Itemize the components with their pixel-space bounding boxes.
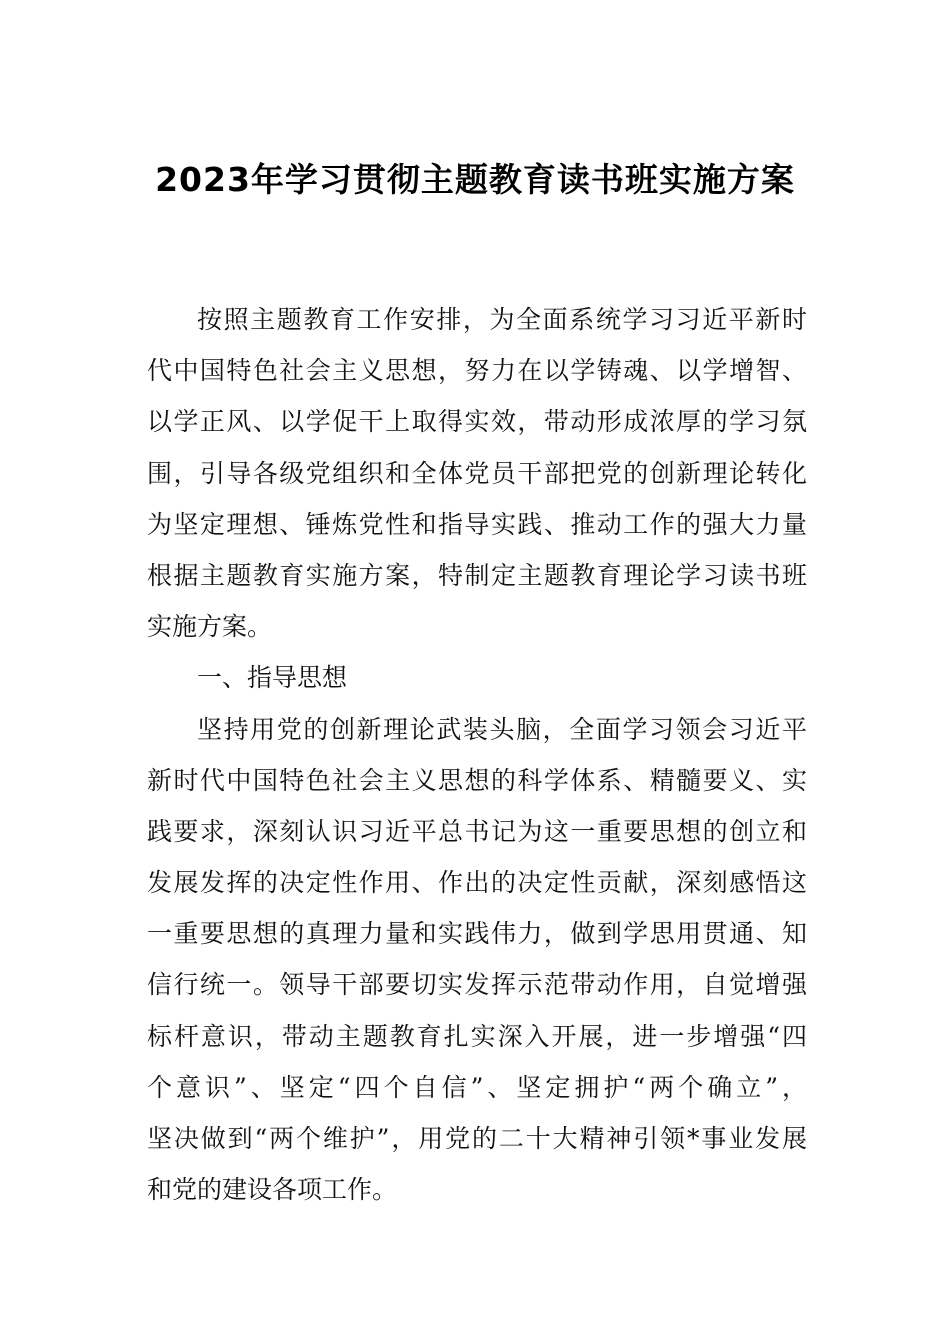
paragraph-2-line-3: 践要求，深刻认识习近平总书记为这一重要思想的创立和 [147, 816, 807, 846]
paragraph-1-line-5: 为坚定理想、锤炼党性和指导实践、推动工作的强大力量 [147, 509, 807, 539]
paragraph-1-line-1: 按照主题教育工作安排，为全面系统学习习近平新时 [197, 305, 807, 334]
paragraph-1-line-6: 根据主题教育实施方案，特制定主题教育理论学习读书班 [147, 560, 807, 590]
paragraph-2-line-9: 坚决做到“两个维护”，用党的二十大精神引领*事业发展 [147, 1124, 807, 1153]
paragraph-2-line-1: 坚持用党的创新理论武装头脑，全面学习领会习近平 [197, 714, 807, 744]
paragraph-2-line-5: 一重要思想的真理力量和实践伟力，做到学思用贯通、知 [147, 919, 807, 949]
paragraph-1-line-7: 实施方案。 [147, 612, 273, 642]
document-title: 2023年学习贯彻主题教育读书班实施方案 [155, 160, 795, 199]
paragraph-1-line-3: 以学正风、以学促干上取得实效，带动形成浓厚的学习氛 [147, 407, 807, 437]
paragraph-1-line-4: 围，引导各级党组织和全体党员干部把党的创新理论转化 [147, 458, 807, 488]
paragraph-2-line-2: 新时代中国特色社会主义思想的科学体系、精髓要义、实 [147, 765, 807, 795]
paragraph-2-line-7: 标杆意识，带动主题教育扎实深入开展，进一步增强“四 [147, 1021, 807, 1051]
paragraph-1-line-2: 代中国特色社会主义思想，努力在以学铸魂、以学增智、 [147, 356, 807, 386]
paragraph-2-line-6: 信行统一。领导干部要切实发挥示范带动作用，自觉增强 [147, 970, 807, 1000]
paragraph-2-line-10: 和党的建设各项工作。 [147, 1175, 398, 1205]
section-heading: 一、指导思想 [197, 663, 348, 693]
paragraph-2-line-8: 个意识”、坚定“四个自信”、坚定拥护“两个确立”， [147, 1072, 807, 1102]
document-body [147, 294, 807, 1215]
paragraph-2-line-4: 发展发挥的决定性作用、作出的决定性贡献，深刻感悟这 [147, 868, 807, 898]
